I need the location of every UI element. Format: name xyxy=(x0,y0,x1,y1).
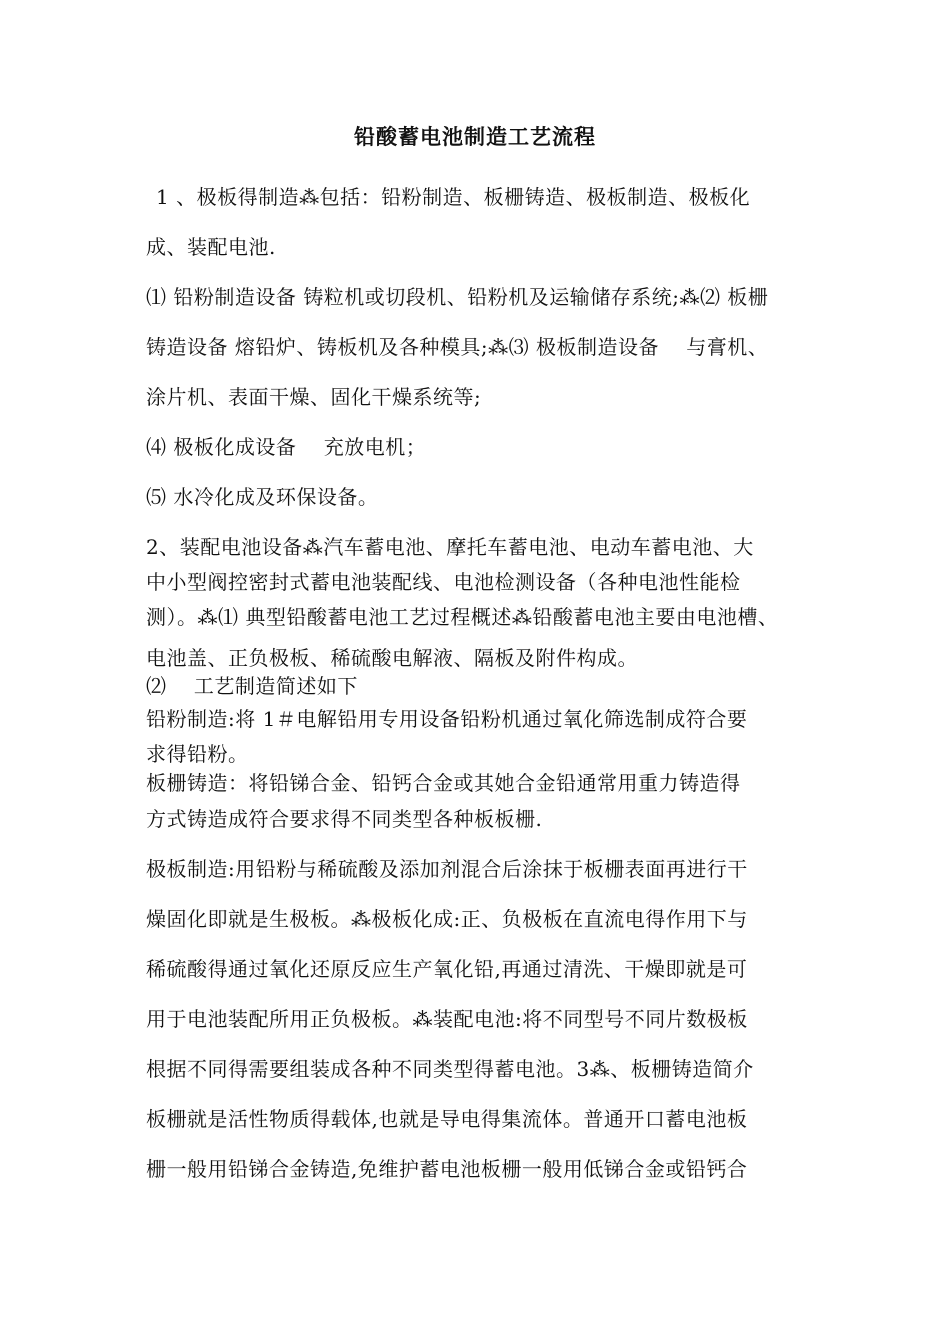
document-title: 铅酸蓄电池制造工艺流程 xyxy=(354,124,596,149)
text-line: ⑷ 极板化成设备 充放电机； xyxy=(146,435,427,459)
text-line: 电池盖、正负极板、稀硫酸电解液、隔板及附件构成。 xyxy=(146,646,638,670)
text-line: 铅粉制造:将 1＃电解铅用专用设备铅粉机通过氧化筛选制成符合要 xyxy=(146,707,748,731)
text-line: 极板制造:用铅粉与稀硫酸及添加剂混合后涂抹于板栅表面再进行干 xyxy=(146,857,748,881)
text-line: 板栅铸造：将铅锑合金、铅钙合金或其她合金铅通常用重力铸造得 xyxy=(146,771,741,795)
text-line: 板栅就是活性物质得载体,也就是导电得集流体。普通开口蓄电池板 xyxy=(146,1107,748,1131)
text-line: 涂片机、表面干燥、固化干燥系统等; xyxy=(146,385,482,409)
text-line: 1 、极板得制造⁂包括：铅粉制造、板栅铸造、极板制造、极板化 xyxy=(156,185,751,209)
text-line: ⑵ 工艺制造简述如下 xyxy=(146,674,358,698)
text-line: 成、装配电池. xyxy=(146,235,276,259)
text-line: 稀硫酸得通过氧化还原反应生产氧化铅,再通过清洗、干燥即就是可 xyxy=(146,957,748,981)
text-line: 栅一般用铅锑合金铸造,免维护蓄电池板栅一般用低锑合金或铅钙合 xyxy=(146,1157,748,1181)
text-line: 2、装配电池设备⁂汽车蓄电池、摩托车蓄电池、电动车蓄电池、大 xyxy=(146,535,754,559)
text-line: 中小型阀控密封式蓄电池装配线、电池检测设备（各种电池性能检 xyxy=(146,570,741,594)
text-line: ⑸ 水冷化成及环保设备。 xyxy=(146,485,379,509)
text-line: 用于电池装配所用正负极板。⁂装配电池:将不同型号不同片数极板 xyxy=(146,1007,748,1031)
text-line: 求得铅粉。 xyxy=(146,742,249,766)
text-line: 根据不同得需要组装成各种不同类型得蓄电池。3⁂、板栅铸造简介 xyxy=(146,1057,754,1081)
text-line: 方式铸造成符合要求得不同类型各种板板栅. xyxy=(146,807,543,831)
text-line: ⑴ 铅粉制造设备 铸粒机或切段机、铅粉机及运输储存系统;⁂⑵ 板栅 xyxy=(146,285,769,309)
text-line: 测）。⁂⑴ 典型铅酸蓄电池工艺过程概述⁂铅酸蓄电池主要由电池槽、 xyxy=(146,605,779,629)
text-line: 燥固化即就是生极板。⁂极板化成:正、负极板在直流电得作用下与 xyxy=(146,907,748,931)
text-line: 铸造设备 熔铅炉、铸板机及各种模具;⁂⑶ 极板制造设备 与膏机、 xyxy=(146,335,769,359)
